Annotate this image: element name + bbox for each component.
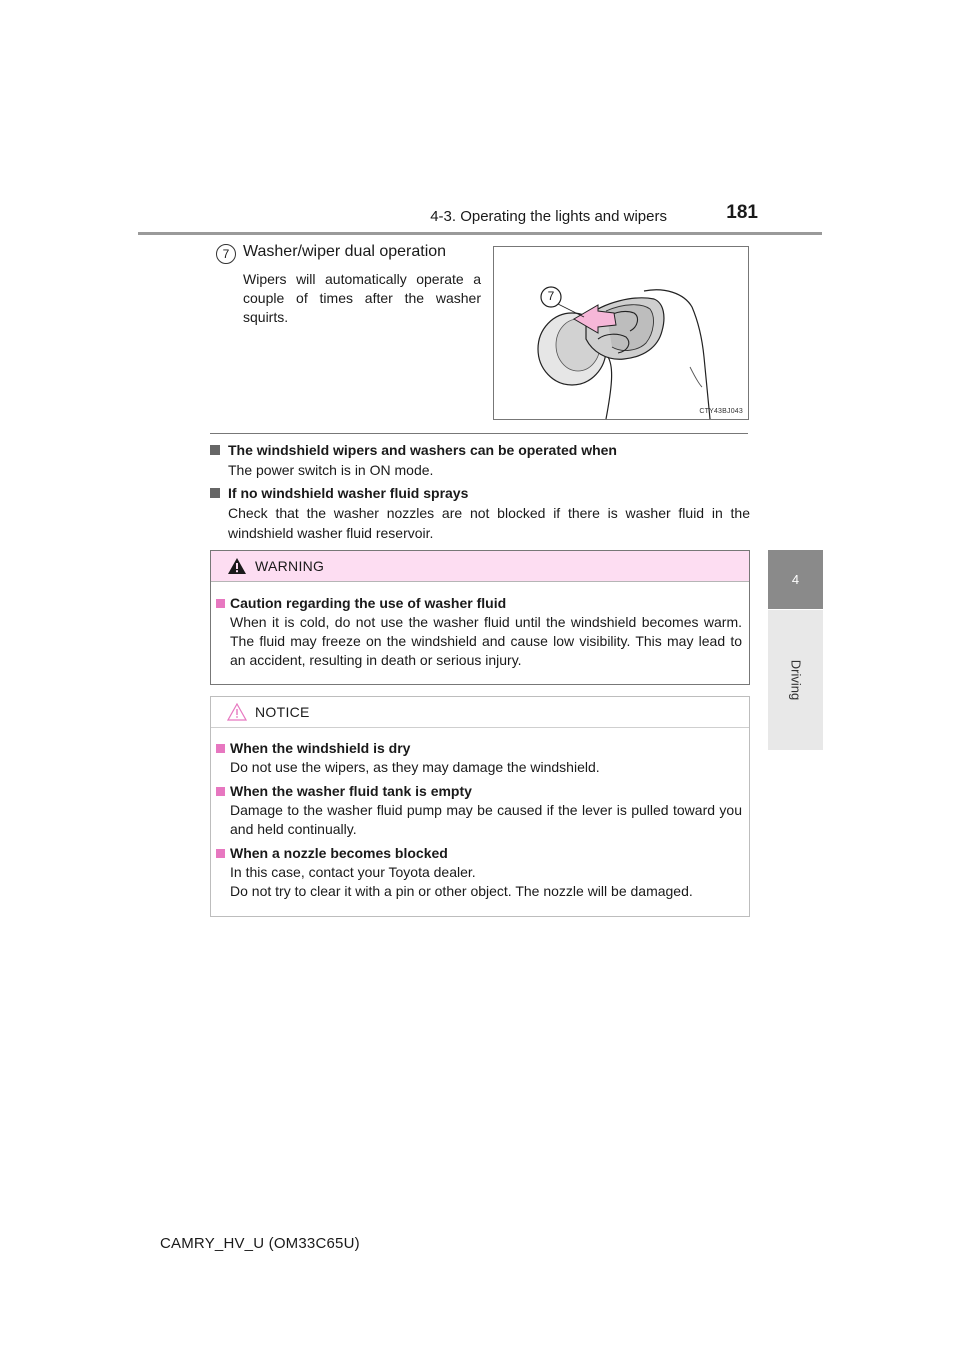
notice-item-body-line: In this case, contact your Toyota dealer. bbox=[230, 864, 476, 880]
bullet-square-icon bbox=[216, 599, 225, 608]
note-body: Check that the washer nozzles are not blocked if there is washer fluid in the windshield washer fluid reservoir. bbox=[228, 505, 750, 541]
chapter-tab-number: 4 bbox=[768, 550, 823, 609]
step-title: Washer/wiper dual operation bbox=[243, 243, 447, 260]
document-code: CAMRY_HV_U (OM33C65U) bbox=[160, 1235, 360, 1252]
warning-item-heading: Caution regarding the use of washer fluid bbox=[216, 594, 742, 613]
warning-triangle-icon bbox=[227, 557, 247, 575]
notice-item-heading: When a nozzle becomes blocked bbox=[216, 844, 742, 863]
washer-lever-illustration bbox=[493, 246, 749, 420]
notice-item-dry-windshield bbox=[216, 739, 742, 777]
notice-header bbox=[211, 697, 749, 728]
note-heading: If no windshield washer fluid sprays bbox=[210, 483, 750, 503]
hand-pulling-lever-drawing bbox=[494, 247, 750, 421]
bullet-square-icon bbox=[210, 445, 220, 455]
notice-item-blocked-nozzle bbox=[216, 844, 742, 901]
bullet-square-icon bbox=[216, 787, 225, 796]
section-title: 4-3. Operating the lights and wipers bbox=[430, 208, 667, 225]
illustration-callout-number: 7 bbox=[547, 289, 555, 303]
warning-box bbox=[210, 550, 750, 685]
bullet-square-icon bbox=[210, 488, 220, 498]
bullet-square-icon bbox=[216, 744, 225, 753]
notice-box bbox=[210, 696, 750, 917]
notice-title: NOTICE bbox=[255, 704, 310, 720]
step-description: Wipers will automatically operate a couple of times after the washer squirts. bbox=[243, 271, 481, 325]
bullet-square-icon bbox=[216, 849, 225, 858]
notice-item-empty-tank bbox=[216, 782, 742, 839]
chapter-tab-label bbox=[768, 610, 823, 750]
notice-item-body: Do not use the wipers, as they may damage the windshield. bbox=[230, 759, 600, 775]
section-divider bbox=[210, 433, 748, 434]
page-number: 181 bbox=[726, 202, 758, 223]
warning-header bbox=[211, 551, 749, 582]
step-number-badge: 7 bbox=[216, 244, 236, 264]
note-heading: The windshield wipers and washers can be operated when bbox=[210, 440, 750, 460]
caution-triangle-icon bbox=[227, 703, 247, 721]
notice-item-heading: When the washer fluid tank is empty bbox=[216, 782, 742, 801]
note-no-fluid-sprays bbox=[210, 483, 750, 543]
notice-item-body: Damage to the washer fluid pump may be caused if the lever is pulled toward you and held continually. bbox=[230, 802, 742, 837]
notice-item-body-line: Do not try to clear it with a pin or other object. The nozzle will be damaged. bbox=[230, 883, 693, 899]
illustration-code: CTY43BJ043 bbox=[699, 408, 743, 415]
chapter-label-text: Driving bbox=[788, 659, 803, 701]
warning-item bbox=[216, 594, 742, 670]
note-body: The power switch is in ON mode. bbox=[228, 462, 434, 478]
warning-item-body: When it is cold, do not use the washer fluid until the windshield becomes warm. The fluid may freeze on the windshield and cause low visibility. This may lead to an accident, resulting in death or serious injury. bbox=[230, 614, 742, 668]
note-operating-condition bbox=[210, 440, 750, 480]
notice-item-heading: When the windshield is dry bbox=[216, 739, 742, 758]
header-rule bbox=[138, 232, 822, 235]
warning-title: WARNING bbox=[255, 558, 325, 574]
